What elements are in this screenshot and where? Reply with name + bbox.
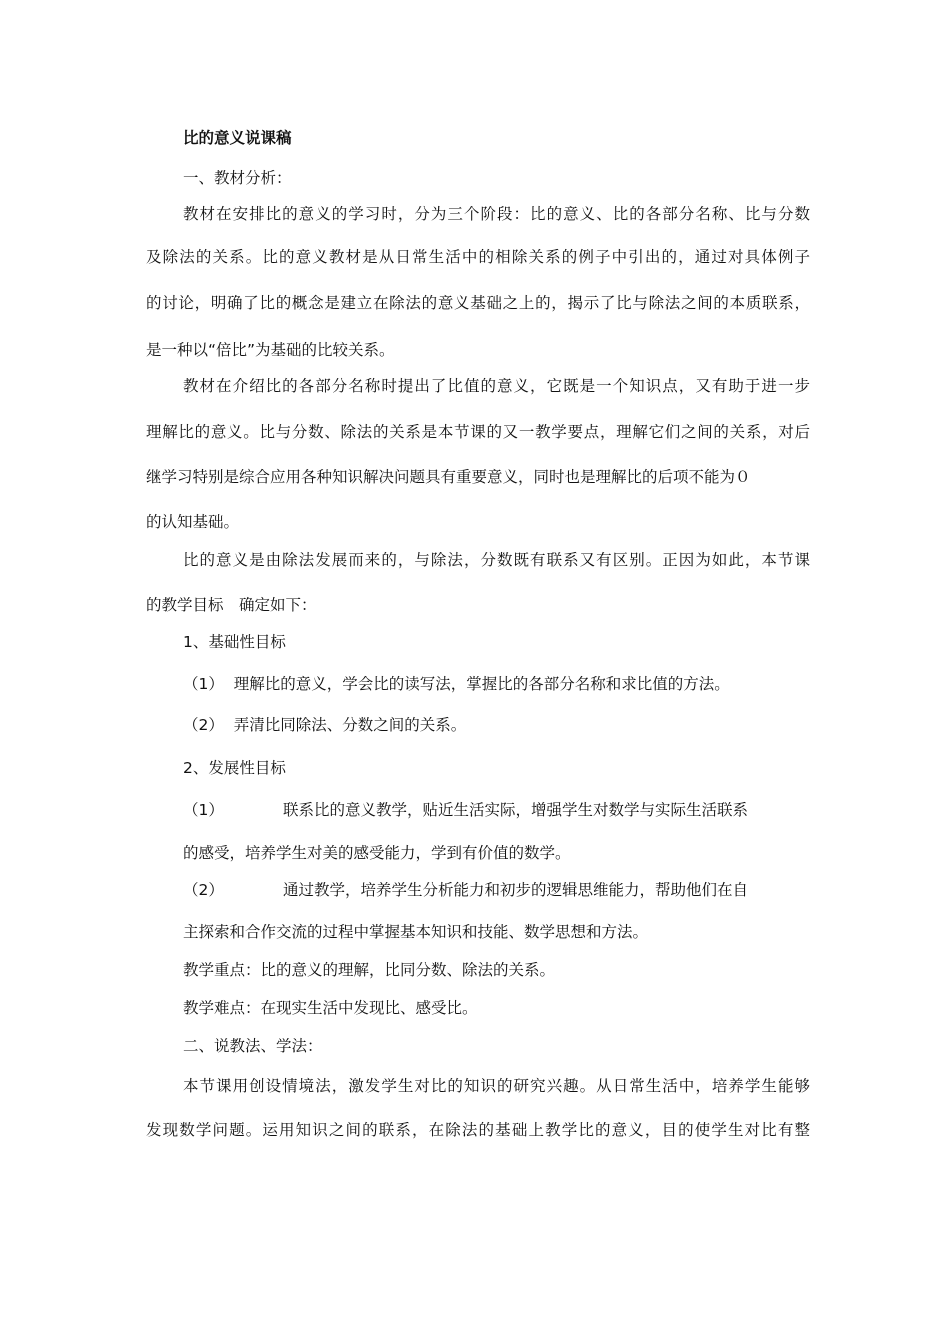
difficult-point: 教学难点：在现实生活中发现比、感受比。 [183, 999, 478, 1017]
paragraph-line: 继学习特别是综合应用各种知识解决问题具有重要意义，同时也是理解比的后项不能为０ [146, 468, 751, 486]
paragraph-line: 的教学目标 确定如下： [146, 596, 317, 614]
goal-item: 联系比的意义教学，贴近生活实际，增强学生对数学与实际生活联系 [283, 801, 749, 819]
document-title: 比的意义说课稿 [183, 129, 292, 147]
paragraph-line: 的讨论，明确了比的概念是建立在除法的意义基础之上的，揭示了比与除法之间的本质联系， [146, 294, 810, 312]
paragraph-line: 教材在介绍比的各部分名称时提出了比值的意义，它既是一个知识点，又有助于进一步 [183, 377, 810, 395]
goal-item-continued: 主探索和合作交流的过程中掌握基本知识和技能、数学思想和方法。 [183, 923, 649, 941]
goal-item: （1） 理解比的意义，学会比的读写法，掌握比的各部分名称和求比值的方法。 [183, 675, 730, 693]
goal-item-continued: 的感受，培养学生对美的感受能力，学到有价值的数学。 [183, 844, 571, 862]
paragraph-line: 理解比的意义。比与分数、除法的关系是本节课的又一教学要点，理解它们之间的关系，对后 [146, 423, 810, 441]
goal-item: 通过教学，培养学生分析能力和初步的逻辑思维能力，帮助他们在自 [283, 881, 749, 899]
paragraph-line: 是一种以“倍比”为基础的比较关系。 [146, 341, 395, 359]
goal-item-number: （2） [183, 881, 224, 899]
key-point: 教学重点：比的意义的理解，比同分数、除法的关系。 [183, 961, 556, 979]
section-heading-methods: 二、说教法、学法： [183, 1037, 323, 1055]
paragraph-line: 及除法的关系。比的意义教材是从日常生活中的相除关系的例子中引出的，通过对具体例子 [146, 248, 810, 266]
paragraph-line: 比的意义是由除法发展而来的，与除法，分数既有联系又有区别。正因为如此，本节课 [183, 551, 810, 569]
paragraph-line: 本节课用创设情境法，激发学生对比的知识的研究兴趣。从日常生活中，培养学生能够 [183, 1077, 810, 1095]
paragraph-line: 教材在安排比的意义的学习时，分为三个阶段：比的意义、比的各部分名称、比与分数 [183, 205, 810, 223]
goal-heading-basic: 1、基础性目标 [183, 633, 286, 651]
goal-item-number: （1） [183, 801, 224, 819]
goal-heading-development: 2、发展性目标 [183, 759, 286, 777]
paragraph-line: 的认知基础。 [146, 513, 240, 531]
section-heading-textbook-analysis: 一、教材分析： [183, 169, 292, 187]
goal-item: （2） 弄清比同除法、分数之间的关系。 [183, 716, 467, 734]
paragraph-line: 发现数学问题。运用知识之间的联系，在除法的基础上教学比的意义，目的使学生对比有整 [146, 1121, 810, 1139]
